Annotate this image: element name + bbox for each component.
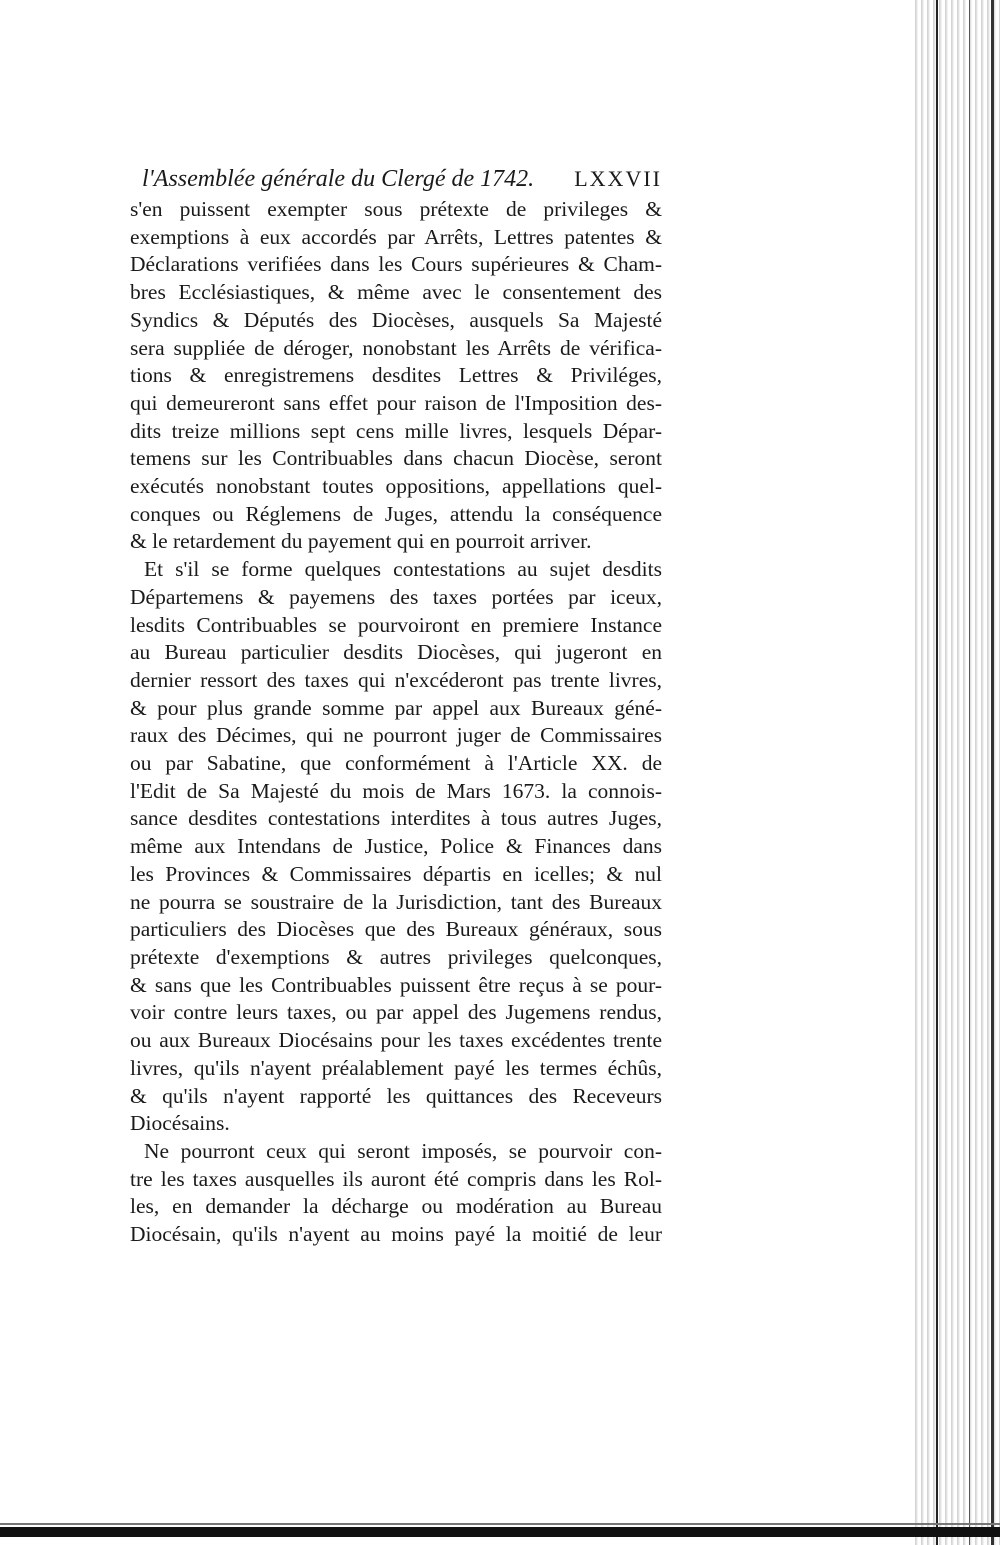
text-line: qui demeureront sans effet pour raison de l'Imposition des-: [130, 390, 662, 415]
text-line: & sans que les Contribuables puissent être reçus à se pour-: [130, 972, 662, 997]
text-line: lesdits Contribuables se pourvoiront en premiere Instance: [130, 612, 662, 637]
text-line: temens sur les Contribuables dans chacun Diocèse, seront: [130, 446, 662, 471]
text-line: sance desdites contestations interdites à tous autres Juges,: [130, 806, 662, 831]
text-line: voir contre leurs taxes, ou par appel des Jugemens rendus,: [130, 1000, 662, 1025]
text-line: l'Edit de Sa Majesté du mois de Mars 1673. la connois-: [130, 778, 662, 803]
text-line: dernier ressort des taxes qui n'excéderont pas trente livres,: [130, 667, 662, 692]
text-line: Déclarations verifiées dans les Cours supérieures & Cham-: [130, 252, 662, 277]
running-head-title: l'Assemblée générale du Clergé de 1742.: [142, 166, 535, 192]
text-line: livres, qu'ils n'ayent préalablement payé les termes échûs,: [130, 1055, 662, 1080]
page-number: LXXVII: [574, 166, 662, 191]
text-line: raux des Décimes, qui ne pourront juger de Commissaires: [130, 723, 662, 748]
text-line: Et s'il se forme quelques contestations au sujet desdits: [144, 557, 662, 582]
text-line: Diocésain, qu'ils n'ayent au moins payé la moitié de leur: [130, 1222, 662, 1247]
text-line: exemptions à eux accordés par Arrêts, Lettres patentes &: [130, 224, 662, 249]
text-line: Diocésains.: [130, 1111, 230, 1136]
gutter-line: [991, 0, 994, 1545]
text-line: tions & enregistremens desdites Lettres & Priviléges,: [130, 363, 662, 388]
bottom-rule: [0, 1527, 1000, 1537]
text-line: & le retardement du payement qui en pourroit arriver.: [130, 529, 592, 554]
text-line: au Bureau particulier desdits Diocèses, qui jugeront en: [130, 640, 662, 665]
gutter-line: [936, 0, 938, 1545]
text-line: tre les taxes ausquelles ils auront été compris dans les Rol-: [130, 1166, 662, 1191]
text-line: sera suppliée de déroger, nonobstant les Arrêts de vérifica-: [130, 335, 662, 360]
text-line: prétexte d'exemptions & autres privileges quelconques,: [130, 944, 662, 969]
text-line: & qu'ils n'ayent rapporté les quittances des Receveurs: [130, 1083, 662, 1108]
book-page: [130, 164, 662, 1249]
text-line: s'en puissent exempter sous prétexte de privileges &: [130, 197, 662, 221]
running-head: [130, 164, 662, 194]
text-line: dits treize millions sept cens mille livres, lesquels Dépar-: [130, 418, 662, 443]
text-line: Départemens & payemens des taxes portées par iceux,: [130, 584, 662, 609]
body-text: [130, 196, 662, 1249]
gutter-line: [969, 0, 970, 1545]
text-line: exécutés nonobstant toutes oppositions, appellations quel-: [130, 474, 662, 499]
text-line: les Provinces & Commissaires départis en icelles; & nul: [130, 861, 662, 886]
text-line: même aux Intendans de Justice, Police & Finances dans: [130, 834, 662, 859]
text-line: & pour plus grande somme par appel aux Bureaux géné-: [130, 695, 662, 720]
text-line: ou par Sabatine, que conformément à l'Article XX. de: [130, 751, 662, 776]
text-line: Syndics & Députés des Diocèses, ausquels Sa Majesté: [130, 307, 662, 332]
page-bottom-edge: [0, 1503, 1000, 1545]
text-line: Ne pourront ceux qui seront imposés, se pourvoir con-: [144, 1138, 662, 1163]
bottom-rule: [0, 1523, 1000, 1525]
text-line: ne pourra se soustraire de la Jurisdiction, tant des Bureaux: [130, 889, 662, 914]
text-line: bres Ecclésiastiques, & même avec le consentement des: [130, 280, 662, 305]
text-line: conques ou Réglemens de Juges, attendu la conséquence: [130, 501, 662, 526]
text-line: ou aux Bureaux Diocésains pour les taxes excédentes trente: [130, 1028, 662, 1053]
page-edge-gutter: [912, 0, 1000, 1545]
text-line: particuliers des Diocèses que des Bureaux généraux, sous: [130, 917, 662, 942]
text-line: les, en demander la décharge ou modération au Bureau: [130, 1194, 662, 1219]
